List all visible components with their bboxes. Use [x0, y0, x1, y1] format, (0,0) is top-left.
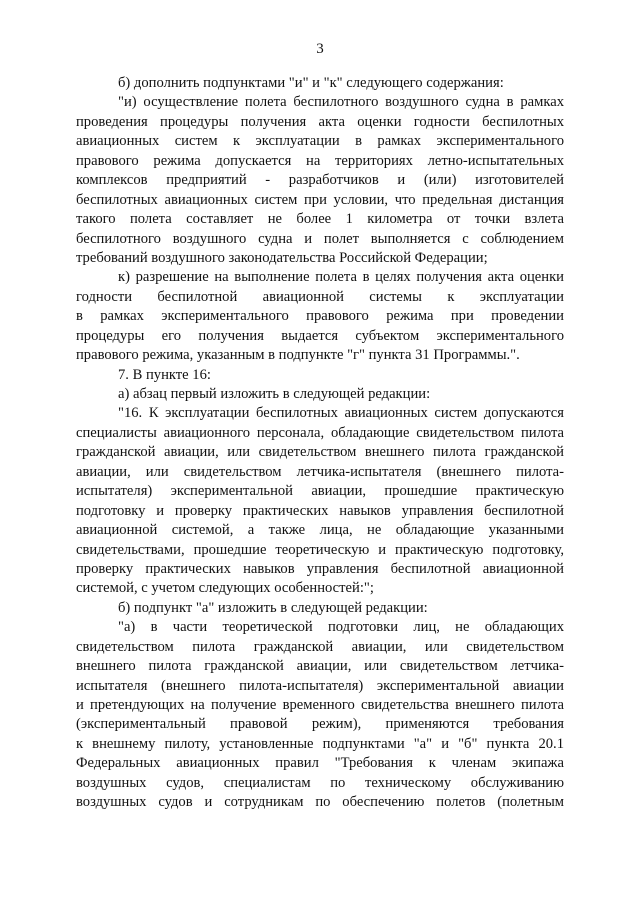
text-line: процедуры его получения выдается субъектом экспериментального — [76, 327, 564, 344]
text-line: гражданской авиации, или свидетельством внешнего пилота гражданской — [76, 444, 564, 461]
text-line: требований воздушного законодательства Российской Федерации; — [76, 249, 488, 266]
text-line: свидетельством пилота гражданской авиации, или свидетельством — [76, 638, 564, 655]
text-line: б) дополнить подпунктами "и" и "к" следующего содержания: — [118, 75, 504, 91]
text-line: годности беспилотной авиационной системы к эксплуатации — [76, 288, 564, 305]
text-line: авиационной системой, а также лица, не обладающие указанными — [76, 522, 564, 539]
text-line: испытателя) экспериментальной авиации, прошедшие практическую — [76, 483, 564, 500]
text-line: такого полета составляет не более 1 километра от точки взлета — [76, 211, 564, 228]
text-line: и претендующих на получение временного свидетельства внешнего пилота — [76, 697, 564, 713]
text-line: а) абзац первый изложить в следующей редакции: — [118, 386, 431, 402]
text-line: беспилотных авиационных систем при условии, что предельная дистанция — [76, 191, 564, 208]
text-line: системой, с учетом следующих особенностей:"; — [76, 580, 374, 597]
text-line: "16. К эксплуатации беспилотных авиационных систем допускаются — [118, 405, 564, 422]
text-line: проведения процедуры получения акта оценки годности беспилотных — [76, 113, 564, 130]
text-line: 7. В пункте 16: — [118, 366, 211, 383]
text-line: к) разрешение на выполнение полета в целях получения акта оценки — [118, 269, 564, 286]
text-line: "а) в части теоретической подготовки лиц, не обладающих — [118, 619, 564, 636]
text-line: специалисты авиационного персонала, обладающие свидетельством пилота — [76, 424, 564, 441]
text-line: свидетельствами, прошедшие теоретическую и практическую подготовку, — [76, 541, 564, 558]
text-line: (экспериментальный правовой режим), применяются требования — [76, 716, 564, 733]
text-line: правового режима, указанным в подпункте "г" пункта 31 Программы.". — [76, 347, 520, 364]
text-line: в рамках экспериментального правового режима при проведении — [76, 308, 564, 325]
text-line: к внешнему пилоту, установленные подпунктами "а" и "б" пункта 20.1 — [76, 735, 564, 752]
text-line: Федеральных авиационных правил "Требования к членам экипажа — [76, 755, 564, 772]
text-line: правового режима допускается на территориях летно-испытательных — [76, 152, 564, 169]
text-line: б) подпункт "а" изложить в следующей редакции: — [118, 599, 428, 616]
text-line: "и) осуществление полета беспилотного воздушного судна в рамках — [118, 94, 564, 111]
text-line: проверку практических навыков управления беспилотной авиационной — [76, 560, 564, 577]
page-number: 3 — [316, 41, 324, 57]
text-line: комплексов предприятий - разработчиков и (или) изготовителей — [76, 172, 564, 189]
text-line: авиационных систем к эксплуатации в рамках экспериментального — [76, 133, 564, 150]
text-line: испытателя (внешнего пилота-испытателя) экспериментальной авиации — [76, 677, 564, 694]
text-line: беспилотного воздушного судна и полет выполняется с соблюдением — [76, 230, 564, 247]
text-line: авиации, или свидетельством летчика-испытателя (внешнего пилота- — [76, 463, 564, 480]
text-line: воздушных судов и сотрудникам по обеспечению полетов (полетным — [76, 794, 564, 811]
text-line: подготовку и проверку практических навыков управления беспилотной — [76, 502, 564, 519]
text-line: воздушных судов, специалистам по техническому обслуживанию — [76, 774, 564, 791]
document-body — [76, 74, 564, 813]
text-line: внешнего пилота гражданской авиации, или свидетельством летчика- — [76, 658, 564, 675]
